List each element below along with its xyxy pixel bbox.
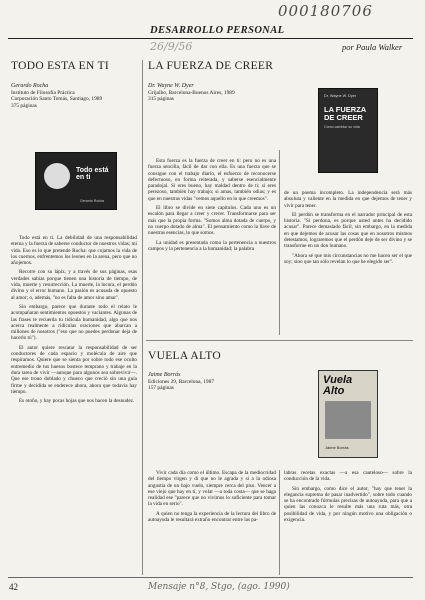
book1-author: Gerardo Rocha xyxy=(11,83,49,89)
book1-edition: Corporación Santo Tomás, Santiago, 1989 xyxy=(11,96,103,103)
book1-pages: 375 páginas xyxy=(11,102,37,109)
book3-meta xyxy=(148,372,278,392)
book3-pages: 157 páginas xyxy=(148,385,174,392)
book1-publisher: Instituto de Filosofía Práctica xyxy=(11,89,75,96)
column-divider xyxy=(142,60,143,575)
footer-rule xyxy=(8,577,413,578)
book2-title: LA FUERZA DE CREER xyxy=(148,60,274,72)
book1-text xyxy=(11,235,137,407)
paragraph: Vivir cada día como el último. Escapa de la mediocridad del tiempo virgen y di que no le agrada y sí a la odiosa angustia de un bajo vuelo, siempre cerca del piso. Vencer a ese viejo que hay en ti, y volar —a toda costa— que se haga realidad ese "parece que no vivimos lo suficiente para tomar la vida en serio". xyxy=(148,470,276,508)
paragraph: Todo está en ti. La debilidad de una responsabilidad eterna y la fuerza de saberse conductor de nuestros vidas; mi vida. Eso es lo que pretende Rocha: que cojamos la vida de los cuernos, enfrentemos los leones en la arena, pero que no añojemos. xyxy=(11,235,137,267)
paragraph: Esta fuerza es la fuerza de creer en ti: pero no es una fuerza sencilla, fácil de dar con ella. Es una fuerza que se consigue con el trabajo diario, el esfuerzo de reconocerse defectuoso, en forma reiterada, y saberse esencialmente paradojal. Si eres bueno, hay maldad dentro de ti; si eres perezoso, también hay trabajo; si amas, también odias; y es que en nuestras vidas "vemos aquello en lo que creemos". xyxy=(148,158,276,202)
book2-cover-subtitle: Cómo cambiar su vida xyxy=(324,125,360,129)
book2-publisher: Grijalbo, Barcelona-Buenos Aires, 1989 xyxy=(148,89,235,96)
book1-cover-author: Gerardo Rocha xyxy=(80,199,104,203)
book2-text-col1 xyxy=(148,158,276,255)
header-rule xyxy=(8,38,413,39)
section-divider xyxy=(146,340,413,341)
book2-cover xyxy=(318,88,378,173)
paragraph: Recorre con su lápiz, y a través de sus páginas, esas verdades sabias porque tienen una historia de tiempo, de vida, muerte y resurrección. La muerte, la locura, el perdón divino y el error humano. La pasión es acusada de opuesto al amor; o, además, "no es falta de amor sino amar". xyxy=(11,269,137,301)
book1-cover-title: Todo está en ti xyxy=(76,167,109,181)
paragraph: "Ahora sé que mis circunstancias no me hacen ser el que soy; sino que tan sólo revelan lo que he elegido ser". xyxy=(284,252,412,265)
book2-author: Dr. Wayne W. Dyer xyxy=(148,83,194,89)
handwritten-citation: Mensaje n°8, Stgo, (ago. 1990) xyxy=(148,582,290,592)
book2-meta xyxy=(148,83,278,103)
page-number: 42 xyxy=(9,582,18,592)
paragraph: Es otoño, y hay pocas hojas que nos hacen la desnudez. xyxy=(19,398,135,405)
paragraph: Sin embargo, como dice el autor, "hay que tener la elegancia suprema de pasar inadvertido", sobre todo cuando se ha encontrado fórmulas precisas de autoayuda, para que a quien las conozca le resulte más una ruta más, otra posibilidad de vida, y por ningún motivo una obligación o exigencia. xyxy=(284,485,412,524)
paragraph: labras recetas exactas —a esa cauteloso— sobre la conducción de la vida. xyxy=(284,470,412,483)
section-title: DESARROLLO PERSONAL xyxy=(150,25,285,36)
moon-graphic xyxy=(44,163,70,189)
book3-cover-title: Vuela Alto xyxy=(323,374,353,397)
book1-meta xyxy=(11,83,141,109)
book2-pages: 315 páginas xyxy=(148,96,174,103)
paragraph: Sin embargo, parece que durante todo el relato le acompañaran sentimientos opuestos y vaciantes. Algunas de las frases te recuerda tu ridícula humanidad, algo que nos acerca realmente a ridículas oraciones que abarcan a millones de nosotros ("eso que no puedes perdonar deja de hacerlo tú"). xyxy=(11,303,137,342)
book1-cover xyxy=(35,152,117,210)
book2-text-col2 xyxy=(284,190,412,268)
column-divider xyxy=(279,470,280,575)
book3-text-col2 xyxy=(284,470,412,526)
book3-title: VUELA ALTO xyxy=(148,350,221,362)
book3-publisher: Ediciones 29, Barcelona, 1987 xyxy=(148,378,215,385)
book3-text-col1 xyxy=(148,470,276,526)
handwritten-date: 26/9/56 xyxy=(150,40,193,53)
paragraph: El perdón se transforma en el narrador principal de esta historia. "Si perdona, es porque usted antes ha decidido acusar". Parece demasiado fácil, sin embargo, en la medida en que dejemos de acusar las cosas que en nosotros mismos detestamos, lograremos que el perdón deje de ser divino y se transforme en un don humano. xyxy=(284,211,412,250)
paragraph: A quien no tenga la experiencia de la lectura del libro de autoayuda le resultará extraño encontrar entre las pa- xyxy=(148,510,276,524)
paragraph: El libro se divide en siete capítulos. Cada uno es un escalón para llegar a creer y crecer. Transformarse para ser más que la propia forma. "Somos alma dotada de cuerpo, y no cuerpo dotado de alma". El pensamiento como la llave de nuestras esencias, lo que somos. xyxy=(148,205,276,237)
paragraph: de un poema incompleto. La independencia será más absoluta y valiente en la medida en que dejemos de tener y vivir para tener. xyxy=(284,190,412,209)
book2-cover-author: Dr. Wayne W. Dyer xyxy=(324,94,357,98)
book3-author: Jaime Borrás xyxy=(148,372,181,378)
book3-cover xyxy=(318,370,378,458)
byline: por Paula Walker xyxy=(342,42,403,52)
sky-graphic xyxy=(325,401,371,439)
book3-cover-author: Jaime Borrás xyxy=(325,445,349,450)
paragraph: La unidad es presentada como la pertenencia a nuestros campos y la pertenencia a la humanidad; la palabra xyxy=(148,239,276,252)
column-divider xyxy=(279,150,280,335)
book1-title: TODO ESTA EN TI xyxy=(11,60,110,72)
archive-number: 000180706 xyxy=(278,2,373,20)
paragraph: El autor quiere rescatar la responsabilidad de ser conductores de cada espacio y molécula de aire que respiramos. Quiere que se sienta por sobre todo ese oculto entremedio de tus huesos bostece temprano y trabaje en la dura tarea de vivir —aunque para algunos sea sobrevivir—. Que ese trono doblado y chueco que creció sin una guía firme y decidida se enderece ahora, ahora que todavía hay tiempo. xyxy=(11,344,137,395)
book2-cover-title: LA FUERZA DE CREER xyxy=(324,105,366,122)
